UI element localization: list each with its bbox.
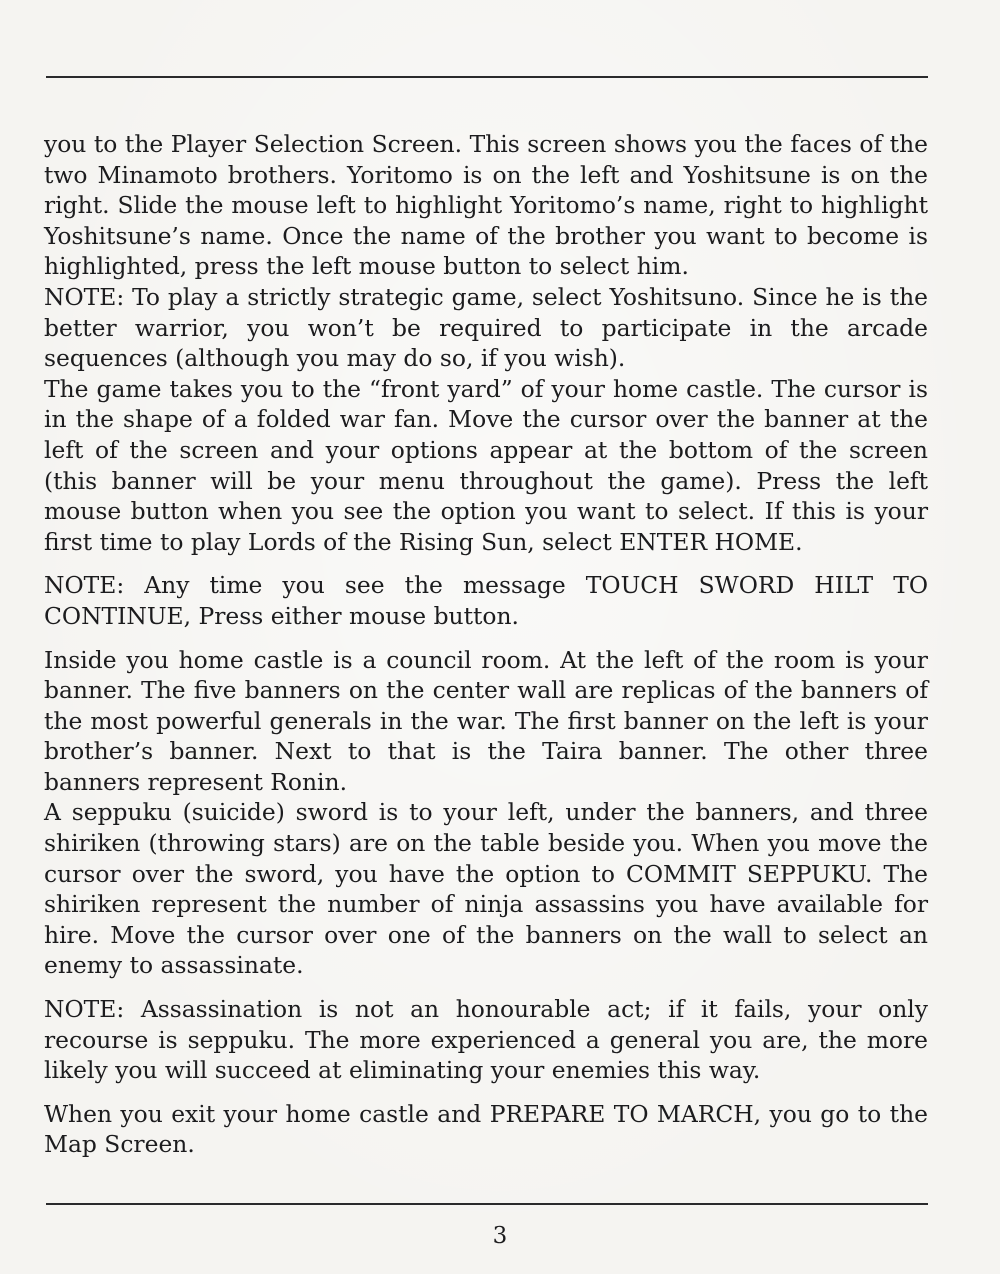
paragraph-note-assassination: NOTE: Assassination is not an honourable act; if it fails, your only recourse is seppuku. The more experienced a general you are, the more likely you will succeed at eliminating your enemies this way. bbox=[44, 995, 928, 1085]
paragraph-note-touch-sword: NOTE: Any time you see the message TOUCH SWORD HILT TO CONTINUE, Press either mouse button. bbox=[44, 571, 928, 630]
page-number: 3 bbox=[492, 1223, 508, 1249]
body-text bbox=[44, 129, 928, 1160]
paragraph-seppuku-sword: A seppuku (suicide) sword is to your left, under the banners, and three shiriken (throwing stars) are on the table beside you. When you move the cursor over the sword, you have the option to COMMIT SEPPUKU. The shiriken represent the number of ninja assassins you have available for hire. Move the cursor over one of the banners on the wall to select an enemy to assassinate. bbox=[44, 798, 928, 980]
paragraph-council-room: Inside you home castle is a council room. At the left of the room is your banner. The five banners on the center wall are replicas of the banners of the most powerful generals in the war. The first banner on the left is your brother’s banner. Next to that is the Taira banner. The other three banners represent Ronin. bbox=[44, 645, 928, 796]
paragraph-note-strategic: NOTE: To play a strictly strategic game, select Yoshitsuno. Since he is the better warrior, you won’t be required to participate in the arcade sequences (although you may do so, if you wish). bbox=[44, 282, 928, 373]
paragraph-player-selection: you to the Player Selection Screen. This screen shows you the faces of the two Minamoto brothers. Yoritomo is on the left and Yoshitsune is on the right. Slide the mouse left to highlight Yoritomo’s name, right to highlight Yoshitsune’s name. Once the name of the brother you want to become is highlighted, press the left mouse button to select him. bbox=[44, 130, 928, 281]
paragraph-prepare-to-march: When you exit your home castle and PREPARE TO MARCH, you go to the Map Screen. bbox=[44, 1099, 928, 1159]
top-rule bbox=[46, 76, 928, 78]
bottom-rule bbox=[46, 1203, 928, 1205]
paragraph-front-yard: The game takes you to the “front yard” of your home castle. The cursor is in the shape of a folded war fan. Move the cursor over the banner at the left of the screen and your options appear at the bottom of the screen (this banner will be your menu throughout the game). Press the left mouse button when you see the option you want to select. If this is your first time to play Lords of the Rising Sun, select ENTER HOME. bbox=[44, 374, 928, 556]
